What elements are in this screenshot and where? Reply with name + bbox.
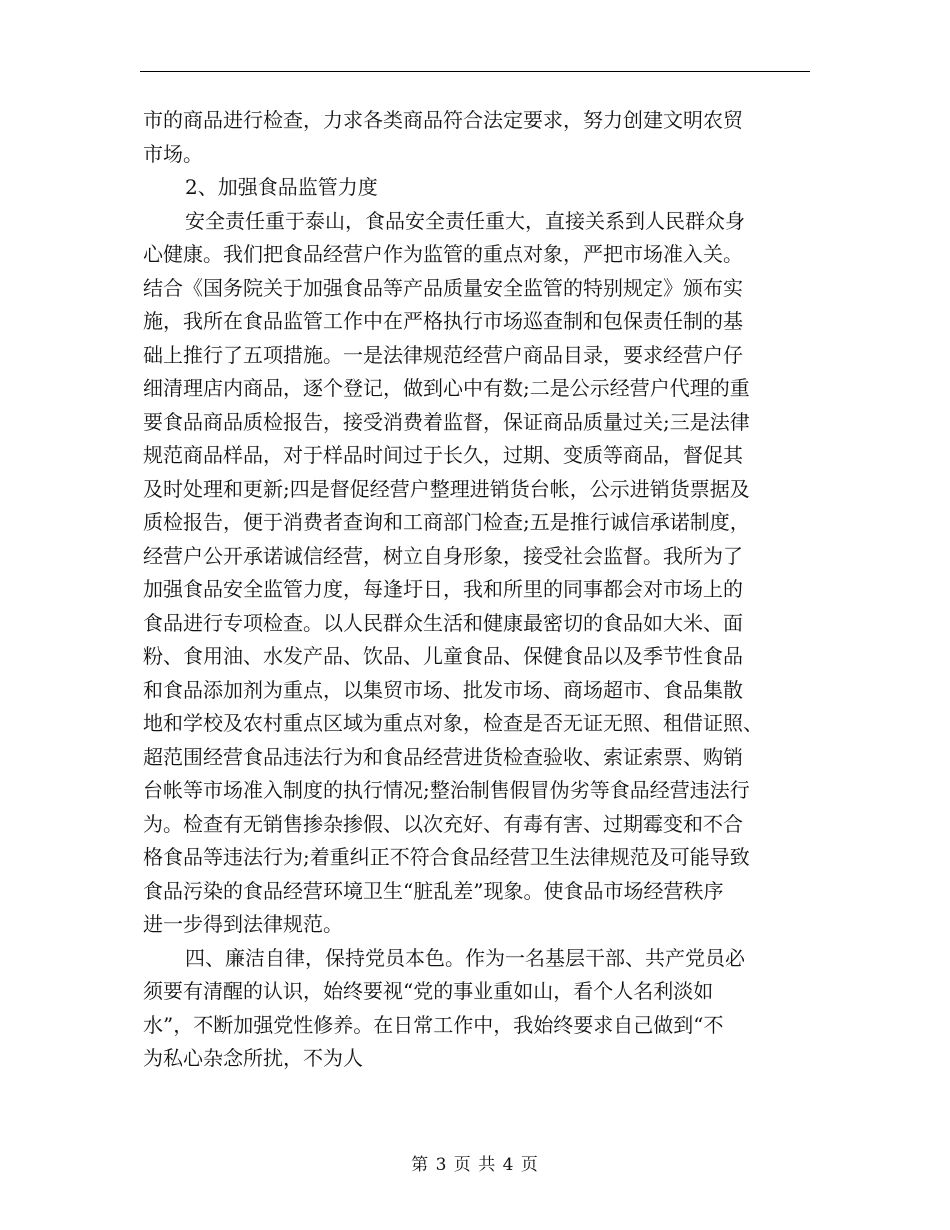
text-line: 格食品等违法行为;着重纠正不符合食品经营卫生法律规范及可能导致 <box>143 845 750 869</box>
text-line: 食品污染的食品经营环境卫生“脏乱差”现象。使食品市场经营秩序 <box>143 878 724 903</box>
text-line: 细清理店内商品，逐个登记，做到心中有数;二是公示经营户代理的重 <box>143 376 750 400</box>
section-heading: 2、加强食品监管力度 <box>185 175 378 199</box>
text-line: 粉、食用油、水发产品、饮品、儿童食品、保健食品以及季节性食品 <box>143 644 743 668</box>
text-line: 要食品商品质检报告，接受消费着监督，保证商品质量过关;三是法律 <box>143 409 750 434</box>
text-line: 水”，不断加强党性修养。在日常工作中，我始终要求自己做到“不 <box>143 1012 724 1037</box>
text-line: 心健康。我们把食品经营户作为监管的重点对象，严把市场准入关。 <box>143 242 743 266</box>
header-rule <box>140 71 810 72</box>
text-line: 加强食品安全监管力度，每逢圩日，我和所里的同事都会对市场上的 <box>143 577 743 601</box>
text-line: 市场。 <box>143 141 203 166</box>
text-line: 规范商品样品，对于样品时间过于长久，过期、变质等商品，督促其 <box>143 443 743 467</box>
text-line: 和食品添加剂为重点，以集贸市场、批发市场、商场超市、食品集散 <box>143 677 743 702</box>
text-line: 地和学校及农村重点区域为重点对象，检查是否无证无照、租借证照、 <box>143 711 763 735</box>
text-line: 市的商品进行检查，力求各类商品符合法定要求，努力创建文明农贸 <box>143 108 743 132</box>
text-line: 础上推行了五项措施。一是法律规范经营户商品目录，要求经营户仔 <box>143 342 743 367</box>
text-line: 台帐等市场准入制度的执行情况;整治制售假冒伪劣等食品经营违法行 <box>143 778 750 802</box>
paragraph-start: 四、廉洁自律，保持党员本色。作为一名基层干部、共产党员必 <box>185 945 745 970</box>
text-line: 进一步得到法律规范。 <box>143 912 343 936</box>
document-body <box>143 104 811 1076</box>
text-line: 为。检查有无销售掺杂掺假、以次充好、有毒有害、过期霉变和不合 <box>143 811 743 836</box>
text-line: 食品进行专项检查。以人民群众生活和健康最密切的食品如大米、面 <box>143 610 743 635</box>
paragraph-start: 安全责任重于泰山，食品安全责任重大，直接关系到人民群众身 <box>185 208 745 233</box>
page-number: 第 3 页 共 4 页 <box>411 1155 539 1175</box>
text-line: 为私心杂念所扰，不为人 <box>143 1046 363 1070</box>
text-line: 超范围经营食品违法行为和食品经营进货检查验收、索证索票、购销 <box>143 744 743 769</box>
text-line: 经营户公开承诺诚信经营，树立自身形象，接受社会监督。我所为了 <box>143 543 743 568</box>
text-line: 及时处理和更新;四是督促经营户整理进销货台帐，公示进销货票据及 <box>143 476 750 501</box>
text-line: 施，我所在食品监管工作中在严格执行市场巡查制和包保责任制的基 <box>143 309 743 333</box>
text-line: 结合《国务院关于加强食品等产品质量安全监管的特别规定》颁布实 <box>143 275 743 300</box>
text-line: 质检报告，便于消费者查询和工商部门检查;五是推行诚信承诺制度， <box>143 510 750 534</box>
text-line: 须要有清醒的认识，始终要视“党的事业重如山，看个人名利淡如 <box>143 979 714 1003</box>
